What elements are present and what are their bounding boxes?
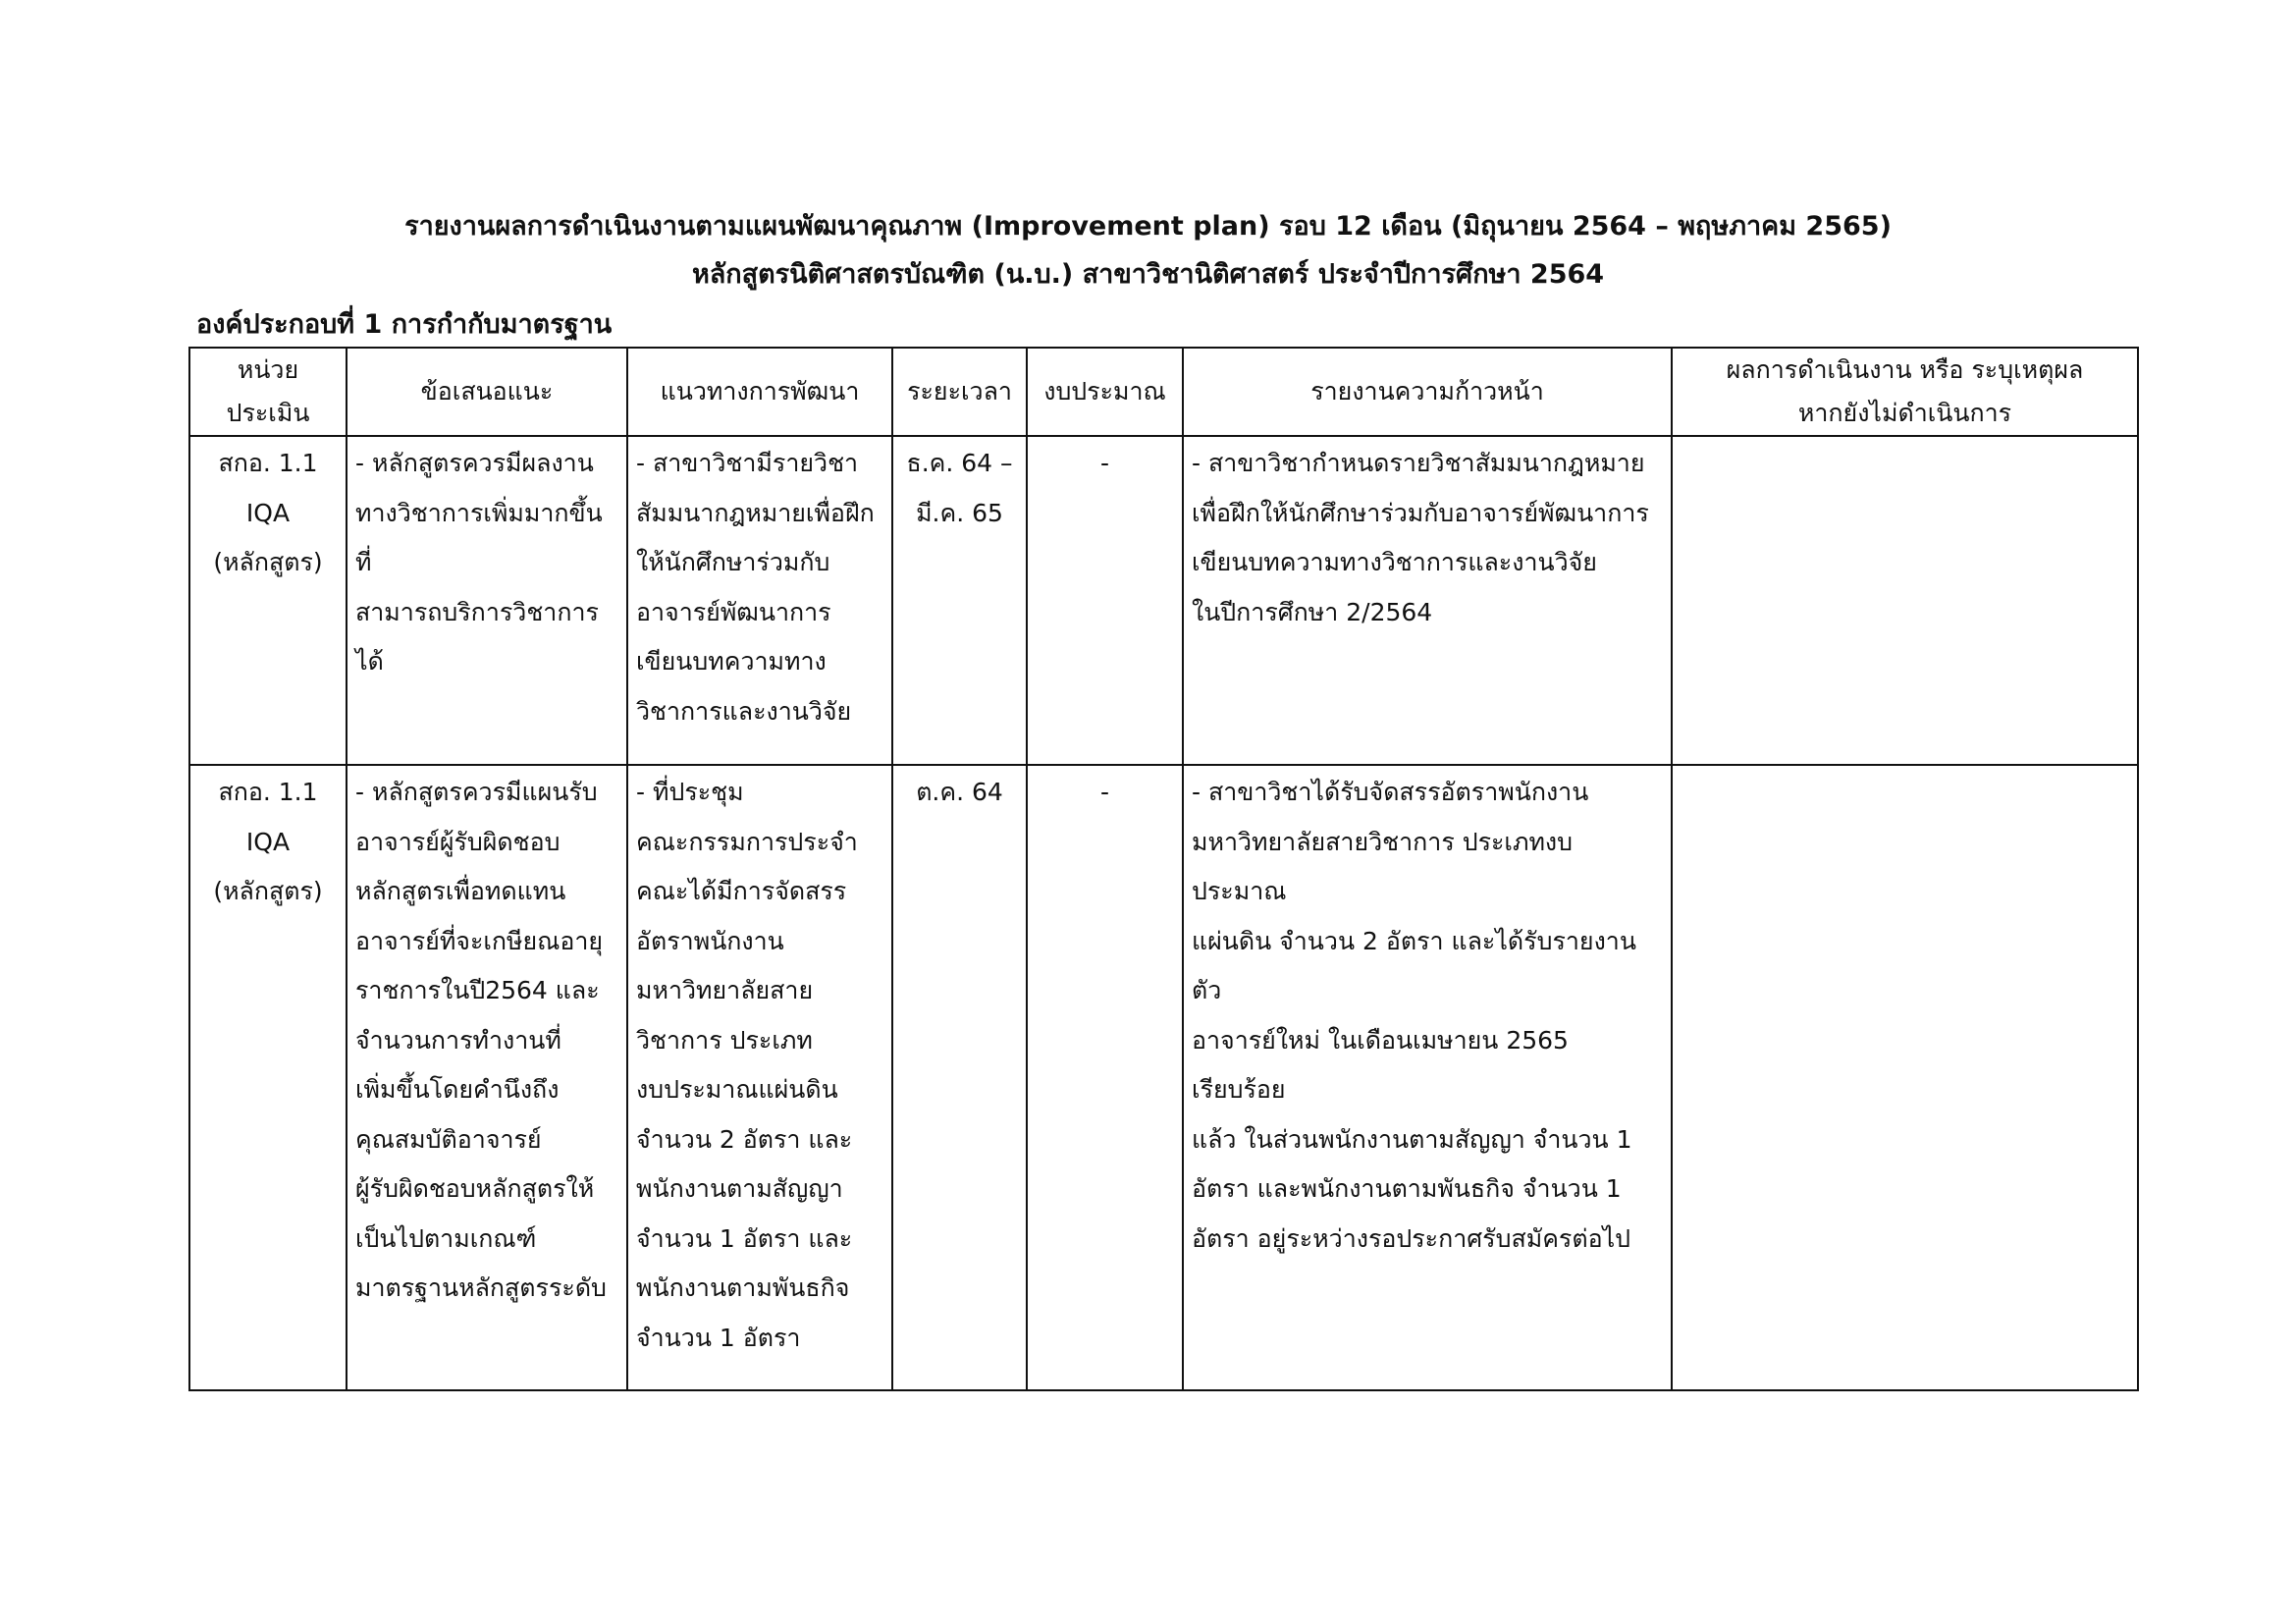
document-subtitle: หลักสูตรนิติศาสตรบัณฑิต (น.บ.) สาขาวิชานิติศาสตร์ ประจำปีการศึกษา 2564 [691,259,1605,290]
header-unit: หน่วย ประเมิน [189,348,347,436]
cell-recommendation: - หลักสูตรควรมีผลงาน ทางวิชาการเพิ่มมากขึ้นที่ สามารถบริการวิชาการ ได้ [347,436,627,765]
cell-unit: สกอ. 1.1 IQA (หลักสูตร) [189,436,347,765]
header-period: ระยะเวลา [892,348,1027,436]
cell-period: ธ.ค. 64 – มี.ค. 65 [892,436,1027,765]
cell-result [1672,436,2138,765]
cell-approach: - สาขาวิชามีรายวิชา สัมมนากฎหมายเพื่อฝึก ให้นักศึกษาร่วมกับ อาจารย์พัฒนาการ เขียนบทความทาง วิชาการและงานวิจัย [627,436,892,765]
header-recommendation: ข้อเสนอแนะ [347,348,627,436]
header-approach: แนวทางการพัฒนา [627,348,892,436]
cell-result [1672,765,2138,1390]
cell-unit: สกอ. 1.1 IQA (หลักสูตร) [189,765,347,1390]
cell-recommendation: - หลักสูตรควรมีแผนรับ อาจารย์ผู้รับผิดชอบ หลักสูตรเพื่อทดแทน อาจารย์ที่จะเกษียณอายุ ราชการในปี2564 และ จำนวนการทำงานที่ เพิ่มขึ้นโดยคำนึงถึง คุณสมบัติอาจารย์ ผู้รับผิดชอบหลักสูตรให้ เป็นไปตามเกณฑ์ มาตรฐานหลักสูตรระดับ [347,765,627,1390]
header-result: ผลการดำเนินงาน หรือ ระบุเหตุผล หากยังไม่ดำเนินการ [1672,348,2138,436]
section-heading: องค์ประกอบที่ 1 การกำกับมาตรฐาน [196,309,613,340]
table-row [189,765,2138,1390]
table-row [189,436,2138,765]
cell-period: ต.ค. 64 [892,765,1027,1390]
header-budget: งบประมาณ [1027,348,1183,436]
cell-budget: - [1027,765,1183,1390]
improvement-plan-table [188,347,2139,1391]
document-title: รายงานผลการดำเนินงานตามแผนพัฒนาคุณภาพ (Improvement plan) รอบ 12 เดือน (มิถุนายน 2564 – พฤษภาคม 2565) [404,211,1892,242]
cell-budget: - [1027,436,1183,765]
header-progress: รายงานความก้าวหน้า [1183,348,1672,436]
table-header-row [189,348,2138,436]
cell-approach: - ที่ประชุม คณะกรรมการประจำ คณะได้มีการจัดสรร อัตราพนักงาน มหาวิทยาลัยสาย วิชาการ ประเภท งบประมาณแผ่นดิน จำนวน 2 อัตรา และ พนักงานตามสัญญา จำนวน 1 อัตรา และ พนักงานตามพันธกิจ จำนวน 1 อัตรา [627,765,892,1390]
cell-progress: - สาขาวิชากำหนดรายวิชาสัมมนากฎหมาย เพื่อฝึกให้นักศึกษาร่วมกับอาจารย์พัฒนาการ เขียนบทความทางวิชาการและงานวิจัย ในปีการศึกษา 2/2564 [1183,436,1672,765]
cell-progress: - สาขาวิชาได้รับจัดสรรอัตราพนักงาน มหาวิทยาลัยสายวิชาการ ประเภทงบประมาณ แผ่นดิน จำนวน 2 อัตรา และได้รับรายงานตัว อาจารย์ใหม่ ในเดือนเมษายน 2565 เรียบร้อย แล้ว ในส่วนพนักงานตามสัญญา จำนวน 1 อัตรา และพนักงานตามพันธกิจ จำนวน 1 อัตรา อยู่ระหว่างรอประกาศรับสมัครต่อไป [1183,765,1672,1390]
